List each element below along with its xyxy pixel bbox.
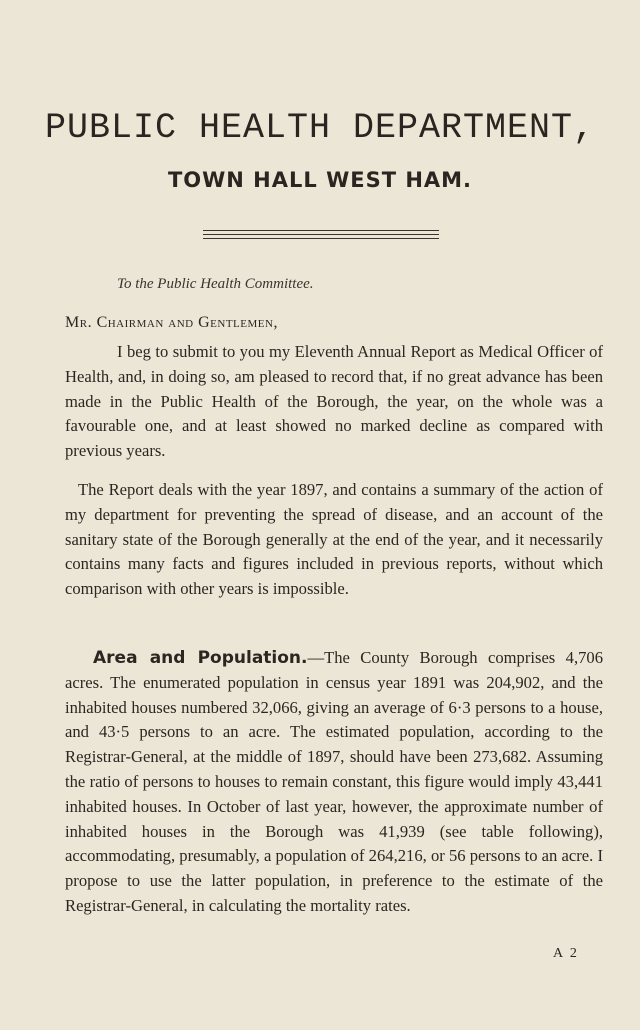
paragraph-body: —The County Borough comprises 4,706 acres. The enumerated population in census year 1891 was 204,902, and the inhabited houses numbered 32,066, giving an average of 6·3 persons to a house, and 43·5 persons to an acre. The estimated population, according to the Registrar-General, at the middle of 1897, should have been 273,682. Assuming the ratio of persons to houses to remain constant, this figure would imply 43,441 inhabited houses. In October of last year, however, the approximate number of inhabited houses in the Borough was 41,939 (see table following), accommodating, presumably, a population of 264,216, or 56 persons to an acre. I propose to use the latter population, in preference to the estimate of the Registrar-General, in calculating the mortality rates.	[65, 648, 603, 915]
divider-rule	[203, 234, 439, 235]
divider-rule	[203, 230, 439, 231]
paragraph-intro: I beg to submit to you my Eleventh Annual Report as Medical Officer of Health, and, in doing so, am pleased to record that, if no great advance has been made in the Public Health of the Borough, the year, on the whole was a favourable one, and at least showed no marked decline as compared with previous years.	[65, 342, 603, 461]
recipient-line: To the Public Health Committee.	[117, 276, 314, 292]
paragraph-report-scope: The Report deals with the year 1897, and contains a summary of the action of my department for preventing the spread of disease, and an account of the sanitary state of the Borough generally at the end of the year, and it necessarily contains many facts and figures included in previous reports, without which comparison with other years is impossible.	[65, 480, 603, 599]
paragraph-area-population	[65, 646, 603, 919]
page-subtitle: TOWN HALL WEST HAM.	[167, 168, 473, 192]
section-heading: Area and Population.	[93, 648, 308, 668]
addressee-line: Mr. Chairman and Gentlemen,	[65, 314, 278, 331]
signature-mark: A 2	[553, 946, 579, 961]
page-title: PUBLIC HEALTH DEPARTMENT,	[44, 108, 596, 148]
divider-rule	[203, 238, 439, 239]
